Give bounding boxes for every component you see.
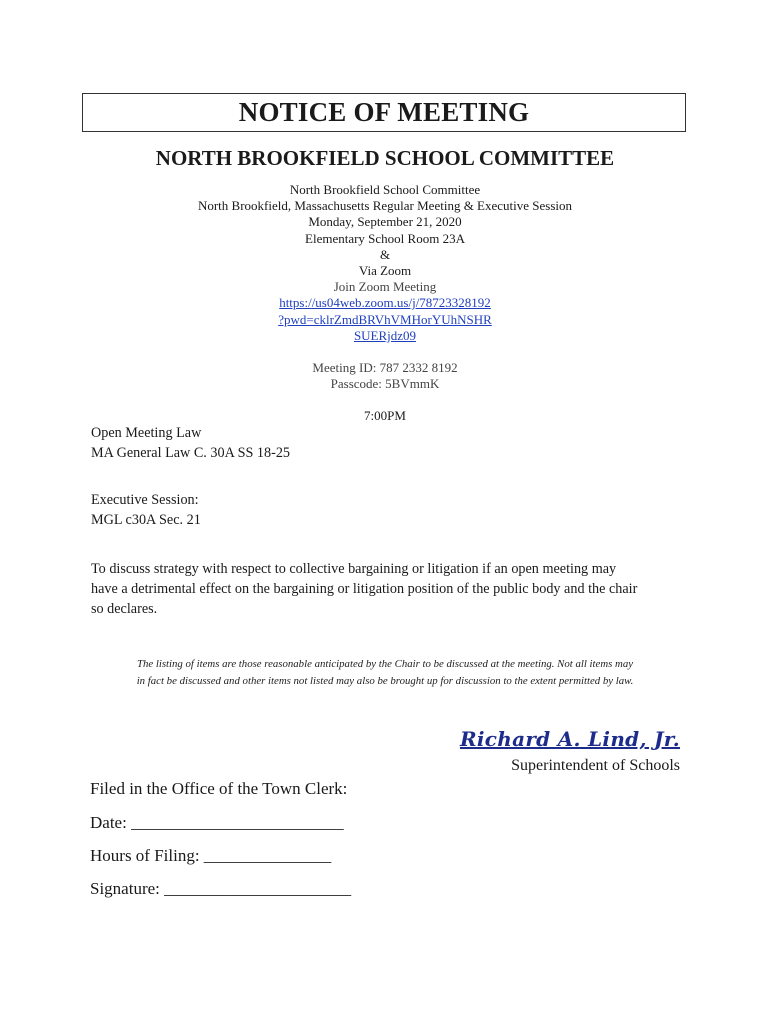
disclaimer-line-1: The listing of items are those reasonable anticipated by the Chair to be discussed at the meeting. Not all items may [136,658,634,670]
purpose-line-1: To discuss strategy with respect to collective bargaining or litigation if an open meeting may [91,561,617,577]
committee-name: North Brookfield School Committee [289,182,481,197]
notice-title: NOTICE OF MEETING [238,97,530,127]
zoom-credentials [0,360,770,392]
open-meeting-law [91,423,290,463]
filing-date-line: Date: _________________________ [90,813,344,832]
superintendent-title: Superintendent of Schools [511,757,680,774]
executive-session-line-2: MGL c30A Sec. 21 [91,512,201,528]
zoom-link-line-3[interactable]: SUERjdz09 [353,327,417,343]
committee-heading: NORTH BROOKFIELD SCHOOL COMMITTEE [155,146,615,170]
filing-heading: Filed in the Office of the Town Clerk: [90,779,348,798]
via-zoom: Via Zoom [358,263,412,279]
filing-hours-line: Hours of Filing: _______________ [90,846,332,865]
zoom-link-line-1[interactable]: https://us04web.zoom.us/j/78723328192 [279,295,491,311]
open-meeting-law-line-1: Open Meeting Law [91,425,202,441]
meeting-location-line: North Brookfield, Massachusetts Regular Meeting & Executive Session [197,198,573,214]
meeting-id: Meeting ID: 787 2332 8192 [312,360,458,375]
filing-signature-line: Signature: ______________________ [90,879,352,898]
join-zoom-label: Join Zoom Meeting [333,279,437,295]
meeting-date: Monday, September 21, 2020 [308,214,462,230]
disclaimer [80,656,690,690]
executive-session [91,490,201,530]
zoom-link-line-2[interactable]: ?pwd=cklrZmdBRVhVMHorYUhNSHR [278,311,492,327]
purpose-line-2: have a detrimental effect on the bargaining or litigation position of the public body and the chair [91,581,638,597]
purpose-paragraph [91,559,637,619]
meeting-details [0,182,770,344]
notice-title-box [82,93,686,132]
superintendent-signature: Richard A. Lind, Jr. [459,727,680,751]
disclaimer-line-2: in fact be discussed and other items not listed may also be brought up for discussion to the extent permitted by law. [136,675,634,687]
meeting-room: Elementary School Room 23A [305,230,465,246]
ampersand: & [379,246,391,262]
meeting-time: 7:00PM [364,408,406,423]
meeting-passcode: Passcode: 5BVmmK [330,376,440,392]
open-meeting-law-line-2: MA General Law C. 30A SS 18-25 [91,445,291,461]
executive-session-line-1: Executive Session: [91,492,199,508]
purpose-line-3: so declares. [91,601,158,617]
